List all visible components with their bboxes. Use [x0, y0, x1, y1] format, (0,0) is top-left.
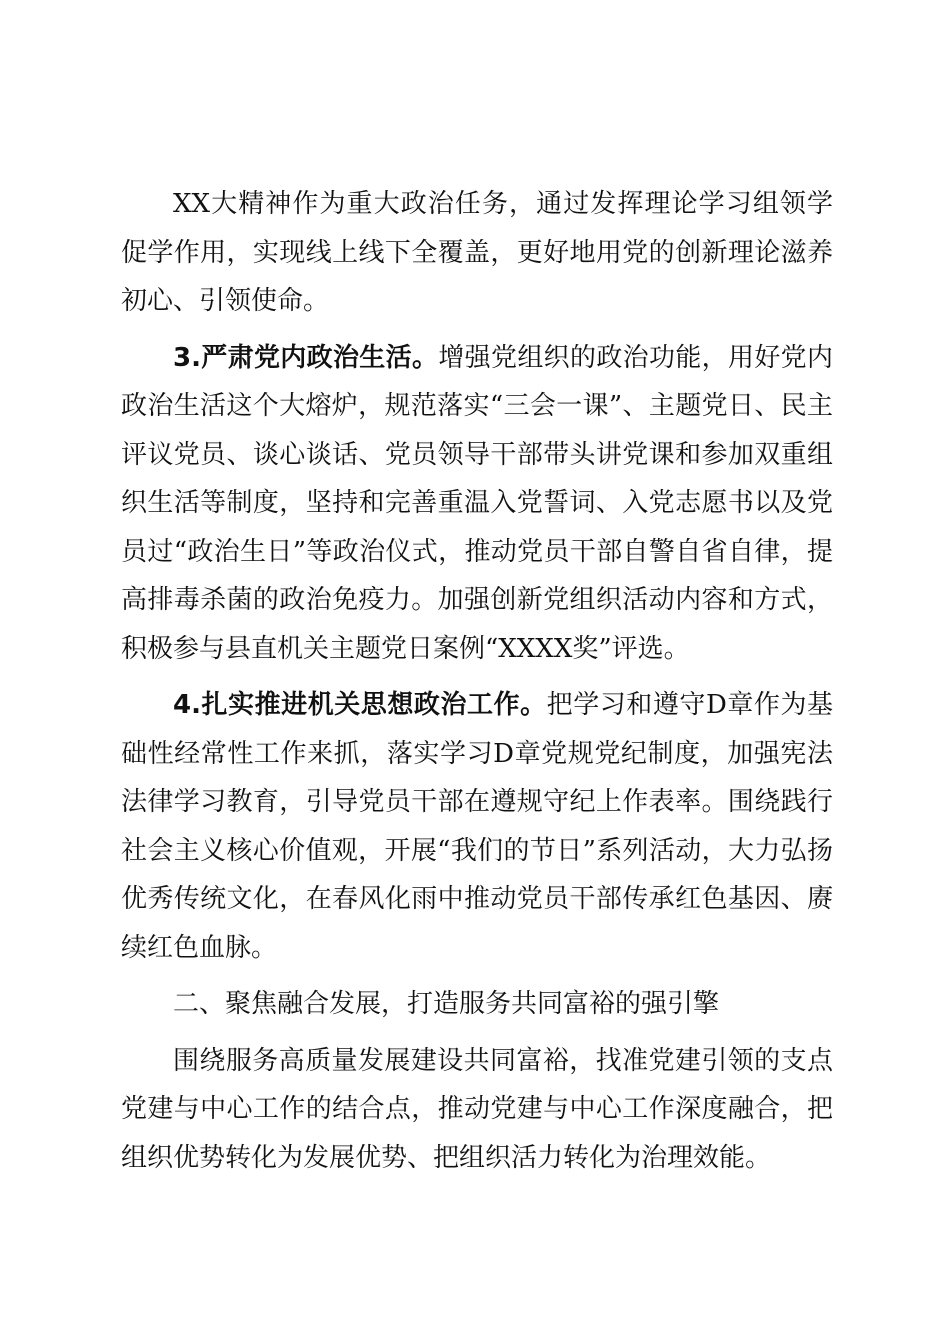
item-3-title: 3.严肃党内政治生活。 — [173, 342, 439, 373]
item-3-body: 增强党组织的政治功能，用好党内政治生活这个大熔炉，规范落实“三会一课”、主题党日、民主评议党员、谈心谈话、党员领导干部带头讲党课和参加双重组织生活等制度，坚持和完善重温入党誓词、入党志愿书以及党员过“政治生日”等政治仪式，推动党员干部自警自省自律，提高排毒杀菌的政治免疫力。加强创新党组织活动内容和方式，积极参与县直机关主题党日案例“XXXX奖”评选。 — [121, 342, 833, 664]
paragraph-section-intro — [121, 1037, 833, 1183]
section-heading: 二、聚焦融合发展，打造服务共同富裕的强引擎 — [173, 989, 720, 1019]
paragraph-item-4 — [121, 681, 833, 972]
paragraph-text: XX大精神作为重大政治任务，通过发挥理论学习组领学促学作用，实现线上线下全覆盖，更好地用党的创新理论滋养初心、引领使命。 — [121, 189, 833, 316]
item-4-body: 把学习和遵守D章作为基础性经常性工作来抓，落实学习D章党规党纪制度，加强宪法法律学习教育，引导党员干部在遵规守纪上作表率。围绕践行社会主义核心价值观，开展“我们的节日”系列活动，大力弘扬优秀传统文化，在春风化雨中推动党员干部传承红色基因、赓续红色血脉。 — [121, 690, 833, 963]
paragraph-continuation — [121, 180, 833, 326]
paragraph-text: 围绕服务高质量发展建设共同富裕，找准党建引领的支点党建与中心工作的结合点，推动党建与中心工作深度融合，把组织优势转化为发展优势、把组织活力转化为治理效能。 — [121, 1045, 833, 1173]
document-body — [121, 180, 833, 1190]
paragraph-item-3 — [121, 334, 833, 674]
item-4-title: 4.扎实推进机关思想政治工作。 — [173, 690, 547, 720]
